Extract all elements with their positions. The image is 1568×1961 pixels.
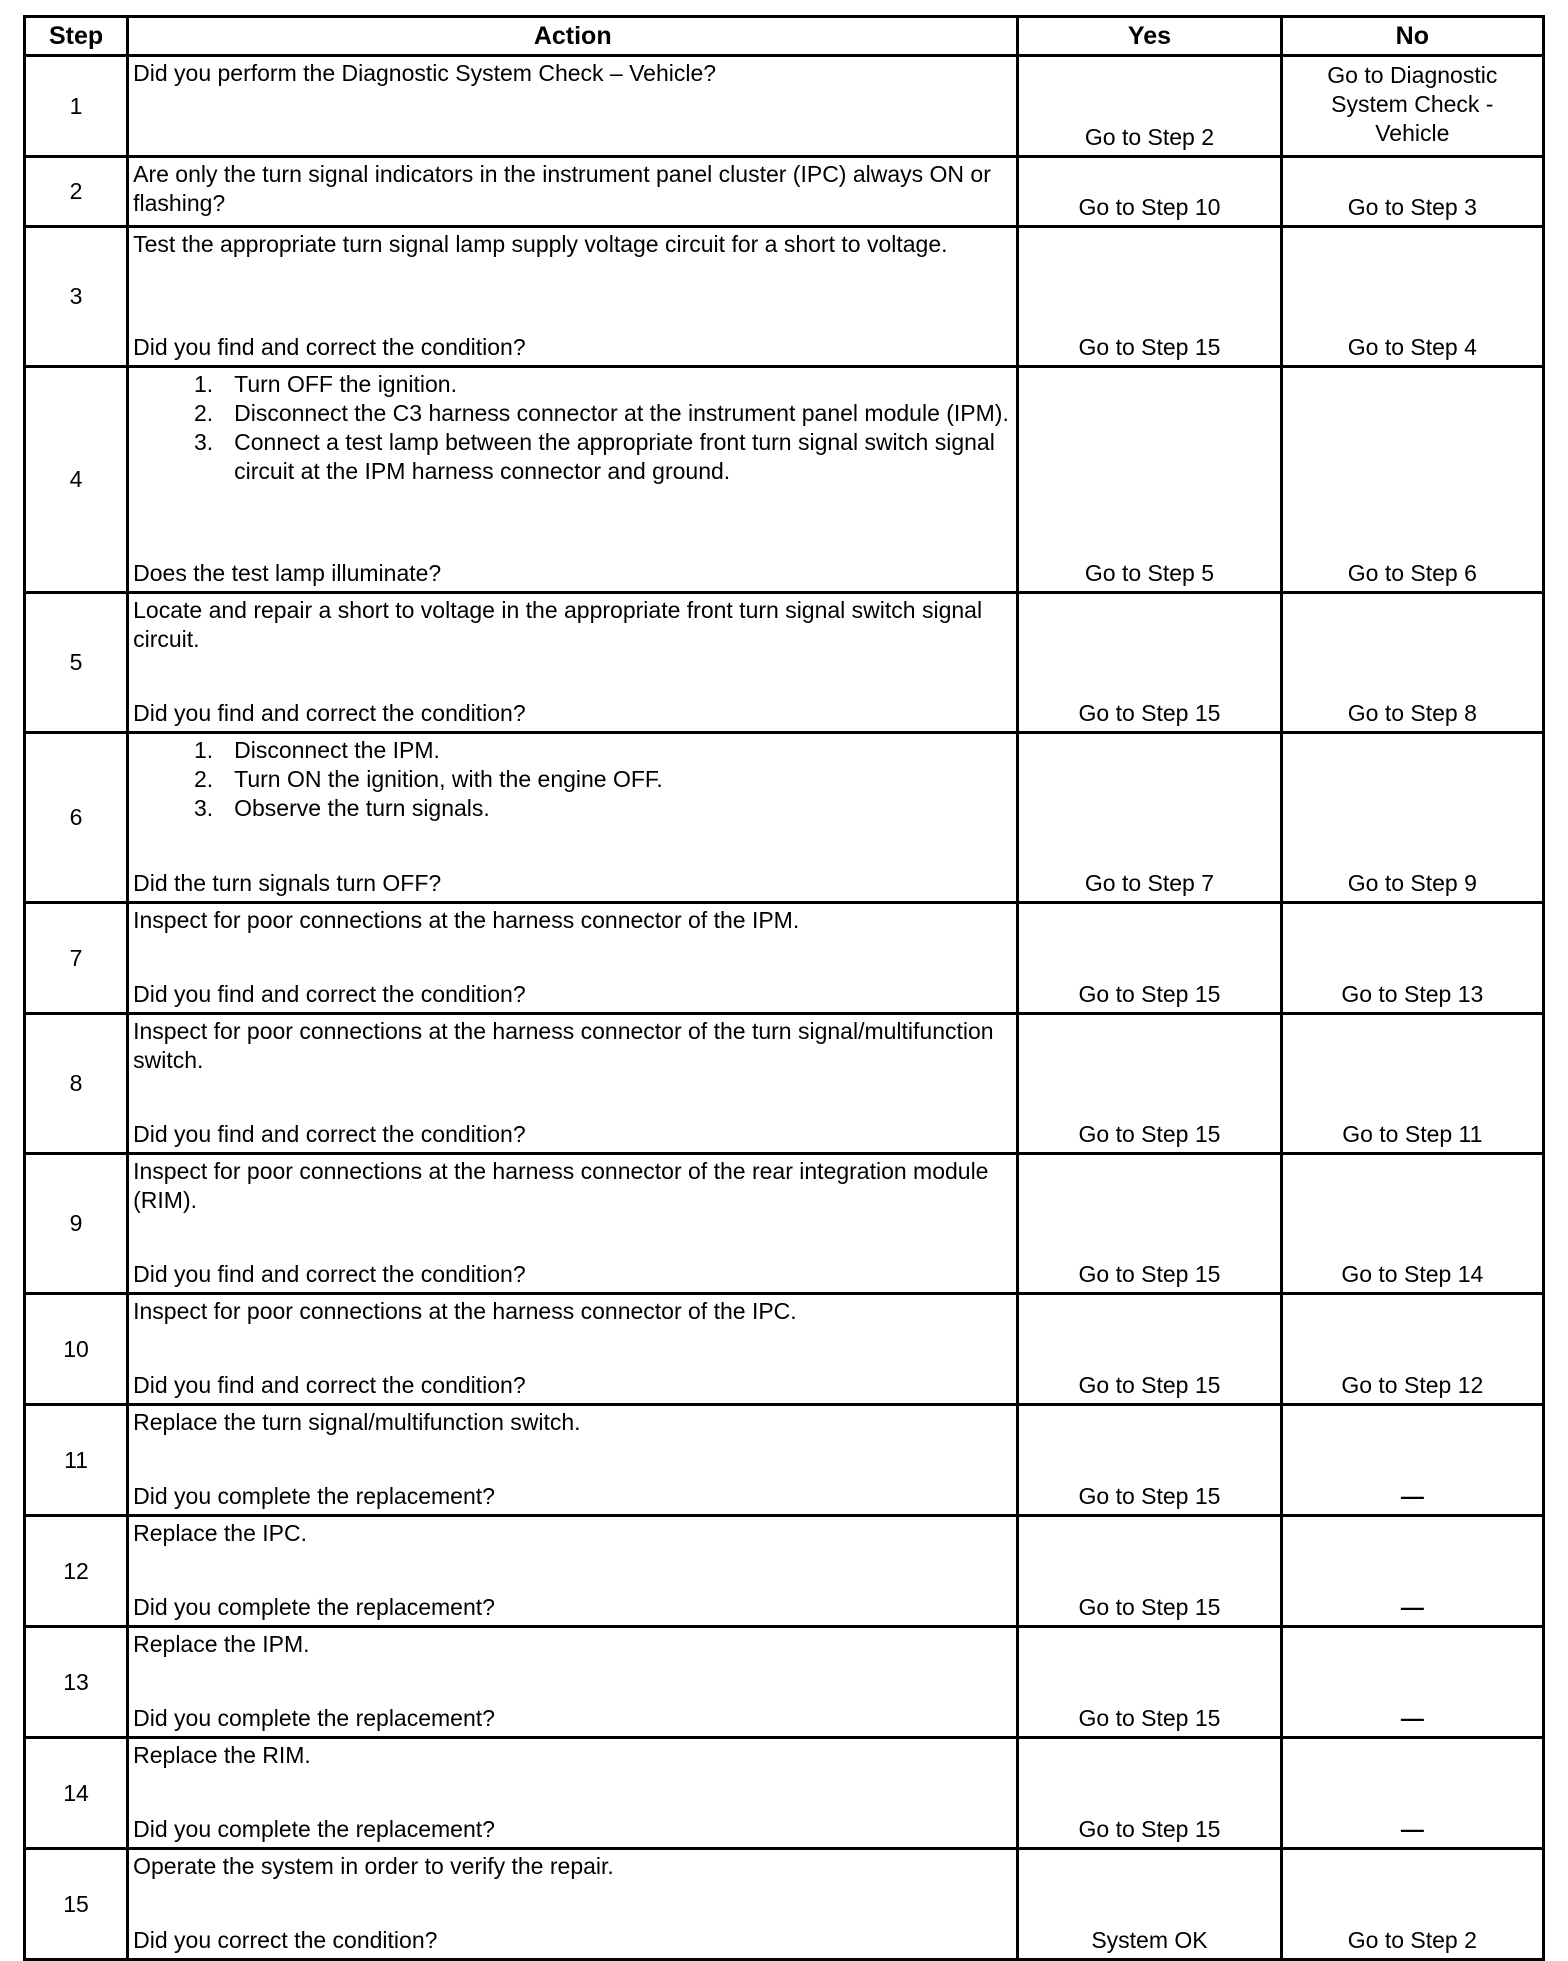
no-result: Go to Step 14 xyxy=(1281,1154,1543,1294)
action-cell xyxy=(128,1014,1018,1154)
action-instruction: Replace the turn signal/multifunction switch. xyxy=(133,1409,581,1435)
header-no: No xyxy=(1281,17,1543,56)
substep-number: 3. xyxy=(193,795,214,821)
action-cell xyxy=(128,1154,1018,1294)
substep-item xyxy=(133,765,1012,794)
action-instruction: Replace the IPM. xyxy=(133,1631,310,1657)
no-result: Go to Diagnostic System Check - Vehicle xyxy=(1281,56,1543,157)
yes-result: Go to Step 15 xyxy=(1018,903,1281,1014)
step-number: 3 xyxy=(25,227,128,367)
table-row xyxy=(25,1014,1544,1154)
substep-number: 1. xyxy=(193,737,214,763)
no-result: Go to Step 9 xyxy=(1281,733,1543,903)
table-row xyxy=(25,733,1544,903)
yes-result: Go to Step 15 xyxy=(1018,593,1281,733)
action-question: Did you complete the replacement? xyxy=(133,1594,495,1620)
table-row xyxy=(25,1627,1544,1738)
action-cell xyxy=(128,1849,1018,1960)
action-question: Does the test lamp illuminate? xyxy=(133,560,442,586)
header-yes: Yes xyxy=(1018,17,1281,56)
no-result: Go to Step 3 xyxy=(1281,157,1543,227)
no-result: — xyxy=(1281,1627,1543,1738)
table-row xyxy=(25,1294,1544,1405)
step-number: 4 xyxy=(25,367,128,593)
table-row xyxy=(25,367,1544,593)
table-row xyxy=(25,1849,1544,1960)
yes-result: Go to Step 5 xyxy=(1018,367,1281,593)
step-number: 13 xyxy=(25,1627,128,1738)
header-action: Action xyxy=(128,17,1018,56)
no-result: Go to Step 2 xyxy=(1281,1849,1543,1960)
table-row xyxy=(25,227,1544,367)
no-result: Go to Step 12 xyxy=(1281,1294,1543,1405)
action-question: Did you perform the Diagnostic System Check – Vehicle? xyxy=(133,60,717,86)
yes-result: Go to Step 15 xyxy=(1018,1516,1281,1627)
action-substeps xyxy=(133,736,1012,823)
action-cell xyxy=(128,1627,1018,1738)
substep-number: 3. xyxy=(193,429,214,455)
yes-result: Go to Step 7 xyxy=(1018,733,1281,903)
no-result: Go to Step 6 xyxy=(1281,367,1543,593)
substep-item xyxy=(133,428,1012,486)
substep-number: 1. xyxy=(193,371,214,397)
action-question: Did you find and correct the condition? xyxy=(133,1372,526,1398)
action-question: Did the turn signals turn OFF? xyxy=(133,870,442,896)
substep-item xyxy=(133,736,1012,765)
table-row xyxy=(25,1405,1544,1516)
action-question: Did you find and correct the condition? xyxy=(133,700,526,726)
no-result: Go to Step 11 xyxy=(1281,1014,1543,1154)
action-cell xyxy=(128,1294,1018,1405)
action-question: Are only the turn signal indicators in the instrument panel cluster (IPC) always ON or flashing? xyxy=(133,161,991,216)
action-instruction: Locate and repair a short to voltage in the appropriate front turn signal switch signal circuit. xyxy=(133,597,989,652)
action-instruction: Inspect for poor connections at the harness connector of the turn signal/multifunction switch. xyxy=(133,1018,1000,1073)
yes-result: Go to Step 15 xyxy=(1018,1014,1281,1154)
substep-item xyxy=(133,794,1012,823)
action-question: Did you complete the replacement? xyxy=(133,1816,495,1842)
action-question: Did you complete the replacement? xyxy=(133,1483,495,1509)
action-question: Did you find and correct the condition? xyxy=(133,981,526,1007)
action-instruction: Replace the RIM. xyxy=(133,1742,311,1768)
yes-result: System OK xyxy=(1018,1849,1281,1960)
step-number: 9 xyxy=(25,1154,128,1294)
substep-item xyxy=(133,399,1012,428)
step-number: 7 xyxy=(25,903,128,1014)
header-step: Step xyxy=(25,17,128,56)
action-cell xyxy=(128,1738,1018,1849)
step-number: 11 xyxy=(25,1405,128,1516)
action-cell xyxy=(128,733,1018,903)
no-result: — xyxy=(1281,1516,1543,1627)
action-question: Did you correct the condition? xyxy=(133,1927,438,1953)
yes-result: Go to Step 15 xyxy=(1018,1405,1281,1516)
substep-text: Disconnect the IPM. xyxy=(234,737,440,763)
action-question: Did you find and correct the condition? xyxy=(133,1121,526,1147)
substep-text: Turn ON the ignition, with the engine OFF. xyxy=(234,766,663,792)
yes-result: Go to Step 2 xyxy=(1018,56,1281,157)
action-question: Did you find and correct the condition? xyxy=(133,334,526,360)
step-number: 10 xyxy=(25,1294,128,1405)
yes-result: Go to Step 15 xyxy=(1018,1154,1281,1294)
no-result: — xyxy=(1281,1405,1543,1516)
substep-number: 2. xyxy=(193,400,214,426)
action-cell xyxy=(128,157,1018,227)
table-header-row xyxy=(25,17,1544,56)
yes-result: Go to Step 15 xyxy=(1018,1738,1281,1849)
table-row xyxy=(25,1154,1544,1294)
action-cell xyxy=(128,1516,1018,1627)
action-instruction: Replace the IPC. xyxy=(133,1520,307,1546)
no-result: Go to Step 8 xyxy=(1281,593,1543,733)
yes-result: Go to Step 10 xyxy=(1018,157,1281,227)
yes-result: Go to Step 15 xyxy=(1018,1294,1281,1405)
step-number: 12 xyxy=(25,1516,128,1627)
no-result: — xyxy=(1281,1738,1543,1849)
substep-text: Connect a test lamp between the appropriate front turn signal switch signal circuit at the IPM harness connector and ground. xyxy=(234,429,995,484)
action-cell xyxy=(128,367,1018,593)
table-row xyxy=(25,903,1544,1014)
table-row xyxy=(25,157,1544,227)
action-cell xyxy=(128,593,1018,733)
action-instruction: Inspect for poor connections at the harness connector of the rear integration module (RIM). xyxy=(133,1158,995,1213)
action-instruction: Operate the system in order to verify the repair. xyxy=(133,1853,614,1879)
table-row xyxy=(25,593,1544,733)
step-number: 1 xyxy=(25,56,128,157)
step-number: 15 xyxy=(25,1849,128,1960)
action-instruction: Inspect for poor connections at the harness connector of the IPC. xyxy=(133,1298,797,1324)
substep-text: Observe the turn signals. xyxy=(234,795,490,821)
action-cell xyxy=(128,903,1018,1014)
no-result: Go to Step 13 xyxy=(1281,903,1543,1014)
step-number: 6 xyxy=(25,733,128,903)
step-number: 2 xyxy=(25,157,128,227)
action-cell xyxy=(128,56,1018,157)
substep-number: 2. xyxy=(193,766,214,792)
diagnostic-table xyxy=(23,15,1545,1961)
substep-item xyxy=(133,370,1012,399)
action-instruction: Inspect for poor connections at the harness connector of the IPM. xyxy=(133,907,800,933)
substep-text: Turn OFF the ignition. xyxy=(234,371,457,397)
yes-result: Go to Step 15 xyxy=(1018,1627,1281,1738)
step-number: 14 xyxy=(25,1738,128,1849)
table-row xyxy=(25,1738,1544,1849)
action-cell xyxy=(128,1405,1018,1516)
action-question: Did you find and correct the condition? xyxy=(133,1261,526,1287)
action-substeps xyxy=(133,370,1012,486)
substep-text: Disconnect the C3 harness connector at the instrument panel module (IPM). xyxy=(234,400,1009,426)
no-result: Go to Step 4 xyxy=(1281,227,1543,367)
action-cell xyxy=(128,227,1018,367)
table-row xyxy=(25,56,1544,157)
action-instruction: Test the appropriate turn signal lamp supply voltage circuit for a short to voltage. xyxy=(133,231,948,257)
step-number: 5 xyxy=(25,593,128,733)
table-row xyxy=(25,1516,1544,1627)
action-question: Did you complete the replacement? xyxy=(133,1705,495,1731)
step-number: 8 xyxy=(25,1014,128,1154)
yes-result: Go to Step 15 xyxy=(1018,227,1281,367)
